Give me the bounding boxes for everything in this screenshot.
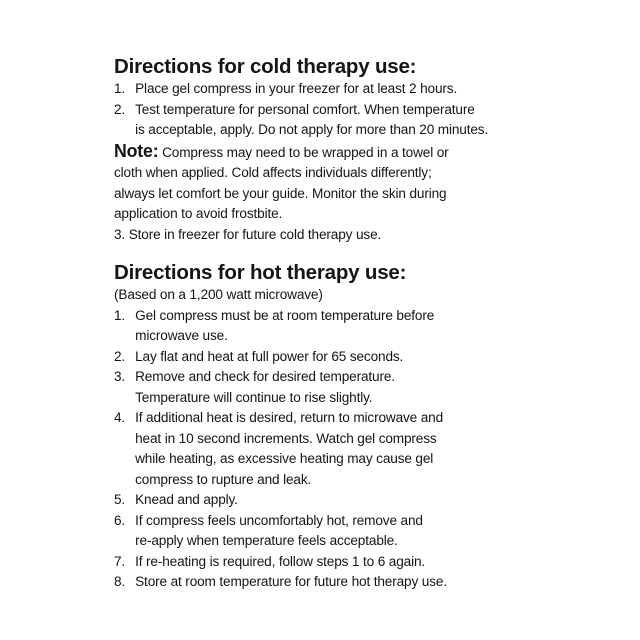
note-text-line-1: Compress may need to be wrapped in a towel or: [162, 144, 449, 161]
note-text-line-4: application to avoid frostbite.: [114, 206, 283, 222]
hot-step-8-text: Store at room temperature for future hot therapy use.: [135, 574, 447, 590]
hot-step-1-text-line-1: Gel compress must be at room temperature before: [135, 307, 435, 324]
cold-step-2: [114, 100, 594, 141]
hot-step-1-text-line-2: microwave use.: [135, 328, 228, 344]
hot-step-6: [114, 511, 594, 552]
hot-step-4: [114, 408, 594, 490]
note-text-line-2: cloth when applied. Cold affects individuals differently;: [114, 165, 432, 181]
hot-step-2: [114, 347, 594, 368]
hot-step-2-text: Lay flat and heat at full power for 65 seconds.: [135, 348, 404, 365]
hot-step-5-text: Knead and apply.: [135, 492, 238, 508]
hot-therapy-subheading: (Based on a 1,200 watt microwave): [114, 287, 323, 303]
cold-step-3: 3. Store in freezer for future cold therapy use.: [114, 226, 382, 243]
cold-step-1-text: Place gel compress in your freezer for at least 2 hours.: [135, 81, 458, 97]
hot-step-6-text-line-1: If compress feels uncomfortably hot, remove and: [135, 512, 423, 529]
hot-step-1-number: 1.: [114, 307, 126, 324]
cold-step-2-text-line-1: Test temperature for personal comfort. When temperature: [135, 101, 475, 118]
hot-step-3-number: 3.: [114, 369, 126, 385]
hot-step-4-text-line-3: while heating, as excessive heating may cause gel: [135, 451, 434, 467]
hot-therapy-heading: Directions for hot therapy use:: [114, 261, 407, 284]
hot-step-3: [114, 367, 594, 408]
hot-step-6-number: 6.: [114, 512, 126, 529]
hot-step-8-number: 8.: [114, 574, 126, 590]
cold-step-1-number: 1.: [114, 81, 126, 97]
cold-step-1: [114, 79, 594, 100]
cold-note-line-1: [114, 141, 594, 164]
hot-step-4-number: 4.: [114, 410, 126, 426]
cold-therapy-heading: Directions for cold therapy use:: [114, 55, 417, 78]
hot-step-8: [114, 572, 594, 593]
hot-step-3-text-line-1: Remove and check for desired temperature.: [135, 369, 395, 385]
cold-therapy-section: [114, 55, 614, 245]
hot-step-6-text-line-2: re-apply when temperature feels acceptable.: [135, 533, 398, 549]
note-text-line-3: always let comfort be your guide. Monitor the skin during: [114, 185, 447, 202]
hot-step-5-number: 5.: [114, 492, 126, 508]
hot-therapy-section: [114, 261, 614, 593]
hot-step-2-number: 2.: [114, 348, 126, 365]
hot-step-4-text-line-2: heat in 10 second increments. Watch gel compress: [135, 430, 437, 447]
hot-step-1: [114, 306, 594, 347]
hot-step-7-text: If re-heating is required, follow steps 1 to 6 again.: [135, 553, 426, 570]
hot-step-7-number: 7.: [114, 553, 126, 570]
cold-step-2-number: 2.: [114, 101, 126, 118]
hot-step-3-text-line-2: Temperature will continue to rise slightly.: [135, 389, 373, 406]
hot-step-7: [114, 552, 594, 573]
note-label: Note:: [114, 139, 159, 161]
hot-step-5: [114, 490, 594, 511]
hot-step-4-text-line-1: If additional heat is desired, return to microwave and: [135, 410, 444, 426]
cold-step-2-text-line-2: is acceptable, apply. Do not apply for more than 20 minutes.: [135, 122, 489, 138]
hot-step-4-text-line-4: compress to rupture and leak.: [135, 471, 312, 488]
